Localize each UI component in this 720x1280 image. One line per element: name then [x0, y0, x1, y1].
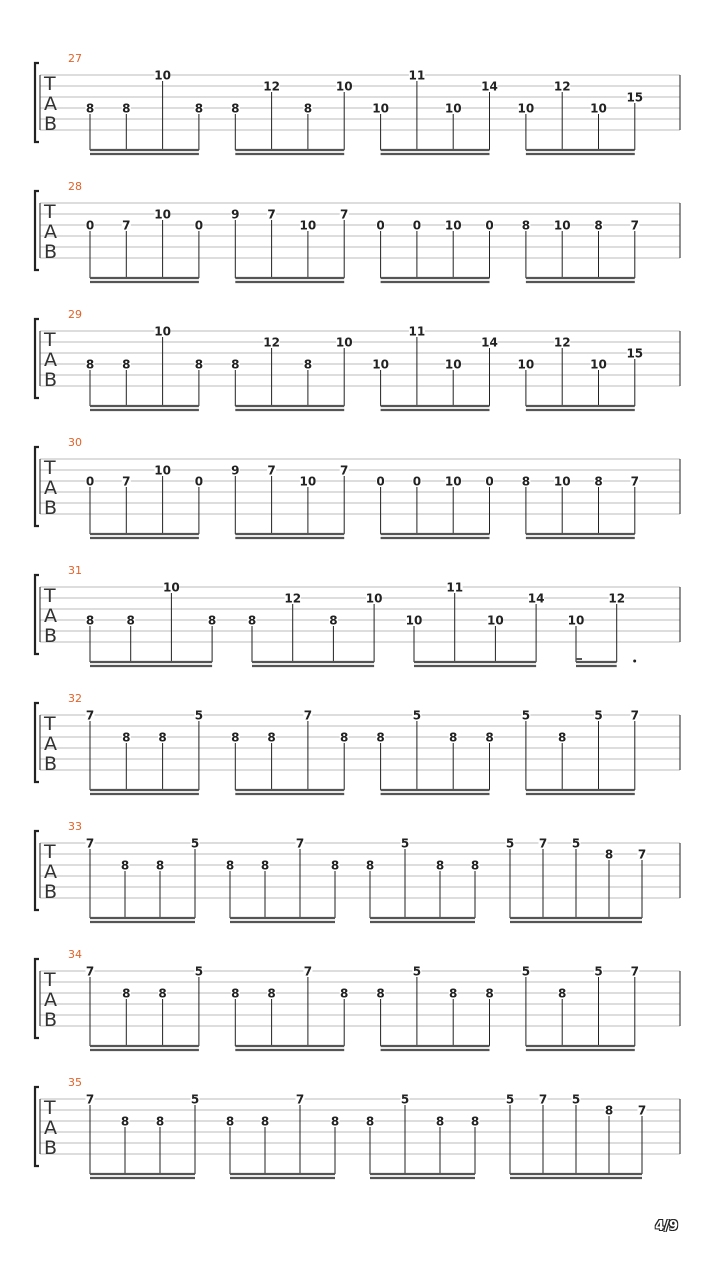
fret-number: 8	[267, 986, 276, 1001]
fret-number: 8	[194, 101, 204, 116]
fret-number: 10	[335, 335, 353, 350]
beam-group	[366, 1093, 480, 1179]
fret-number: 7	[538, 1092, 548, 1107]
beam-group	[376, 219, 494, 283]
system-bracket	[35, 1087, 39, 1166]
fret-number: 8	[376, 986, 385, 1001]
measure-number: 35	[68, 1076, 82, 1089]
fret-number: 8	[85, 357, 95, 372]
fret-number: 8	[85, 101, 95, 116]
tab-clef-letter: B	[44, 113, 58, 135]
fret-number: 10	[444, 101, 462, 116]
tab-clef-letter: T	[44, 73, 56, 95]
fret-number: 8	[120, 858, 130, 873]
measure-number: 30	[68, 436, 82, 449]
fret-number: 8	[260, 858, 270, 873]
fret-number: 12	[553, 79, 571, 94]
beam-group	[372, 69, 498, 155]
fret-number: 8	[470, 1114, 480, 1129]
fret-number: 0	[376, 474, 385, 489]
fret-number: 0	[485, 474, 494, 489]
beam-group	[231, 336, 353, 411]
fret-number: 7	[630, 218, 639, 233]
tab-clef-letter: A	[44, 733, 57, 755]
fret-number: 8	[470, 858, 480, 873]
fret-number: 7	[85, 964, 95, 979]
tab-clef-letter: B	[44, 753, 58, 775]
fret-number: 8	[122, 357, 131, 372]
beam-group	[231, 208, 349, 283]
tab-system	[35, 948, 680, 1050]
beam-group	[521, 965, 639, 1051]
fret-number: 5	[505, 1092, 515, 1107]
fret-number: 12	[284, 591, 302, 606]
fret-number: 10	[517, 101, 535, 116]
fret-number: 10	[154, 207, 171, 222]
fret-number: 10	[372, 357, 389, 372]
tab-clef-letter: A	[44, 349, 57, 371]
fret-number: 10	[405, 613, 423, 628]
fret-number: 14	[481, 335, 498, 350]
fret-number: 10	[517, 357, 535, 372]
tab-clef-letter: B	[44, 1137, 58, 1159]
fret-number: 7	[295, 1092, 305, 1107]
fret-number: 8	[122, 730, 131, 745]
beam-group	[521, 219, 639, 283]
tab-clef-letter: B	[44, 625, 58, 647]
fret-number: 10	[590, 357, 607, 372]
fret-number: 8	[158, 986, 167, 1001]
fret-number: 8	[449, 986, 458, 1001]
fret-number: 7	[340, 463, 349, 478]
fret-number: 0	[194, 218, 204, 233]
system-bracket	[35, 575, 39, 654]
fret-number: 11	[446, 580, 464, 595]
fret-number: 8	[340, 986, 349, 1001]
system-bracket	[35, 831, 39, 910]
fret-number: 7	[85, 836, 95, 851]
measure-number: 29	[68, 308, 82, 321]
fret-number: 8	[558, 730, 567, 745]
fret-number: 10	[444, 474, 462, 489]
beam-group	[231, 464, 349, 539]
fret-number: 8	[330, 858, 340, 873]
fret-number: 8	[604, 847, 614, 862]
tab-clef-letter: A	[44, 989, 57, 1011]
tab-clef-letter: B	[44, 881, 58, 903]
beam-group	[226, 837, 340, 923]
fret-number: 7	[637, 1103, 647, 1118]
fret-number: 7	[637, 847, 647, 862]
fret-number: 8	[558, 986, 567, 1001]
fret-number: 8	[594, 474, 603, 489]
fret-number: 8	[231, 357, 240, 372]
fret-number: 5	[571, 836, 581, 851]
tab-system	[35, 820, 680, 922]
fret-number: 10	[372, 101, 389, 116]
beam-group	[366, 837, 480, 923]
fret-number: 7	[303, 708, 313, 723]
fret-number: 7	[630, 474, 639, 489]
beam-group	[231, 80, 353, 155]
beam-group	[86, 581, 217, 667]
beam-group	[86, 69, 204, 155]
fret-number: 12	[263, 79, 280, 94]
tab-clef-letter: T	[44, 201, 56, 223]
fret-number: 8	[435, 858, 445, 873]
measure-number: 34	[68, 948, 82, 961]
fret-number: 5	[521, 964, 531, 979]
fret-number: 8	[521, 218, 531, 233]
fret-number: 11	[408, 68, 426, 83]
fret-number: 7	[630, 708, 639, 723]
fret-number: 7	[303, 964, 313, 979]
fret-number: 5	[194, 964, 204, 979]
fret-number: 15	[626, 90, 644, 105]
system-bracket	[35, 319, 39, 398]
fret-number: 0	[412, 474, 422, 489]
fret-number: 8	[340, 730, 349, 745]
beam-group	[521, 709, 639, 795]
tab-clef-letter: T	[44, 969, 56, 991]
tab-clef-letter: A	[44, 93, 57, 115]
tab-clef-letter: T	[44, 713, 56, 735]
fret-number: 12	[608, 591, 626, 606]
fret-number: 8	[225, 1114, 235, 1129]
fret-number: 8	[231, 730, 240, 745]
fret-number: 0	[85, 474, 95, 489]
fret-number: 12	[553, 335, 571, 350]
fret-number: 10	[553, 218, 571, 233]
fret-number: 10	[335, 79, 353, 94]
fret-number: 8	[521, 474, 531, 489]
beam-group	[518, 80, 644, 155]
fret-number: 10	[154, 68, 171, 83]
fret-number: 8	[194, 357, 204, 372]
fret-number: 5	[412, 708, 422, 723]
page-number: 4/9	[655, 1219, 678, 1234]
beam-group	[86, 709, 204, 795]
fret-number: 5	[505, 836, 515, 851]
fret-number: 14	[481, 79, 498, 94]
fret-number: 8	[604, 1103, 614, 1118]
fret-number: 5	[400, 1092, 410, 1107]
fret-number: 8	[449, 730, 458, 745]
fret-number: 8	[231, 986, 240, 1001]
fret-number: 0	[85, 218, 95, 233]
tab-clef-letter: A	[44, 477, 57, 499]
fret-number: 8	[330, 1114, 340, 1129]
dot-marker	[633, 660, 636, 663]
tab-system	[35, 308, 680, 410]
tab-system	[35, 52, 680, 154]
tab-system	[35, 564, 680, 666]
tab-system	[35, 692, 680, 794]
fret-number: 5	[400, 836, 410, 851]
fret-number: 5	[190, 836, 200, 851]
fret-number: 8	[85, 613, 95, 628]
fret-number: 5	[521, 708, 531, 723]
fret-number: 10	[553, 474, 571, 489]
tab-system	[35, 436, 680, 538]
tab-clef-letter: T	[44, 1097, 56, 1119]
fret-number: 10	[567, 613, 585, 628]
fret-number: 8	[158, 730, 167, 745]
fret-number: 5	[194, 708, 204, 723]
beam-group	[86, 325, 204, 411]
fret-number: 8	[120, 1114, 130, 1129]
fret-number: 5	[571, 1092, 581, 1107]
fret-number: 8	[122, 101, 131, 116]
tab-clef-letter: A	[44, 861, 57, 883]
fret-number: 7	[85, 708, 95, 723]
fret-number: 10	[590, 101, 607, 116]
fret-number: 10	[299, 218, 317, 233]
fret-number: 7	[267, 207, 276, 222]
fret-number: 10	[444, 357, 462, 372]
beam-group	[521, 475, 639, 539]
fret-number: 8	[122, 986, 131, 1001]
beam-group	[568, 592, 625, 667]
beam-group	[506, 837, 647, 923]
fret-number: 8	[303, 101, 313, 116]
beam-group	[376, 709, 494, 795]
tab-clef-letter: B	[44, 1009, 58, 1031]
fret-number: 8	[155, 1114, 165, 1129]
tab-clef-letter: B	[44, 369, 58, 391]
fret-number: 7	[85, 1092, 95, 1107]
fret-number: 8	[329, 613, 338, 628]
fret-number: 9	[231, 463, 240, 478]
fret-number: 8	[303, 357, 313, 372]
tab-clef-letter: A	[44, 1117, 57, 1139]
tab-clef-letter: T	[44, 329, 56, 351]
measure-number: 32	[68, 692, 82, 705]
tab-clef-letter: A	[44, 221, 57, 243]
fret-number: 8	[594, 218, 603, 233]
fret-number: 8	[225, 858, 235, 873]
fret-number: 0	[376, 218, 385, 233]
beam-group	[372, 325, 498, 411]
fret-number: 7	[267, 463, 276, 478]
fret-number: 10	[163, 580, 180, 595]
system-bracket	[35, 959, 39, 1038]
fret-number: 5	[190, 1092, 200, 1107]
beam-group	[86, 464, 204, 539]
beam-group	[376, 475, 494, 539]
tab-system	[35, 180, 680, 282]
fret-number: 8	[155, 858, 165, 873]
tab-clef-letter: B	[44, 497, 58, 519]
fret-number: 10	[154, 463, 171, 478]
fret-number: 5	[594, 708, 603, 723]
fret-number: 0	[194, 474, 204, 489]
fret-number: 8	[485, 730, 494, 745]
fret-number: 14	[527, 591, 545, 606]
fret-number: 8	[365, 858, 375, 873]
tab-clef-letter: T	[44, 457, 56, 479]
beam-group	[248, 592, 383, 667]
fret-number: 11	[408, 324, 426, 339]
beam-group	[506, 1093, 647, 1179]
fret-number: 5	[594, 964, 603, 979]
beam-group	[406, 581, 545, 667]
measure-number: 27	[68, 52, 82, 65]
fret-number: 0	[412, 218, 422, 233]
fret-number: 10	[299, 474, 317, 489]
beam-group	[86, 837, 200, 923]
system-bracket	[35, 191, 39, 270]
fret-number: 10	[487, 613, 504, 628]
tab-system	[35, 1076, 680, 1178]
tab-clef-letter: A	[44, 605, 57, 627]
system-bracket	[35, 63, 39, 142]
fret-number: 8	[376, 730, 385, 745]
fret-number: 8	[365, 1114, 375, 1129]
system-bracket	[35, 447, 39, 526]
fret-number: 10	[444, 218, 462, 233]
fret-number: 9	[231, 207, 240, 222]
tab-clef-letter: B	[44, 241, 58, 263]
measure-number: 31	[68, 564, 82, 577]
beam-group	[231, 965, 349, 1051]
fret-number: 8	[247, 613, 257, 628]
beam-group	[518, 336, 644, 411]
fret-number: 12	[263, 335, 280, 350]
system-bracket	[35, 703, 39, 782]
fret-number: 5	[412, 964, 422, 979]
beam-group	[86, 1093, 200, 1179]
fret-number: 7	[538, 836, 548, 851]
fret-number: 8	[126, 613, 135, 628]
fret-number: 8	[207, 613, 217, 628]
measure-number: 33	[68, 820, 82, 833]
measure-number: 28	[68, 180, 82, 193]
fret-number: 0	[485, 218, 494, 233]
fret-number: 8	[231, 101, 240, 116]
fret-number: 10	[365, 591, 383, 606]
fret-number: 8	[435, 1114, 445, 1129]
fret-number: 8	[260, 1114, 270, 1129]
tab-clef-letter: T	[44, 585, 56, 607]
fret-number: 8	[267, 730, 276, 745]
beam-group	[86, 208, 204, 283]
fret-number: 7	[122, 474, 131, 489]
fret-number: 8	[485, 986, 494, 1001]
beam-group	[231, 709, 349, 795]
fret-number: 15	[626, 346, 644, 361]
tab-clef-letter: T	[44, 841, 56, 863]
beam-group	[226, 1093, 340, 1179]
beam-group	[376, 965, 494, 1051]
fret-number: 10	[154, 324, 171, 339]
fret-number: 7	[122, 218, 131, 233]
fret-number: 7	[295, 836, 305, 851]
fret-number: 7	[630, 964, 639, 979]
beam-group	[86, 965, 204, 1051]
fret-number: 7	[340, 207, 349, 222]
